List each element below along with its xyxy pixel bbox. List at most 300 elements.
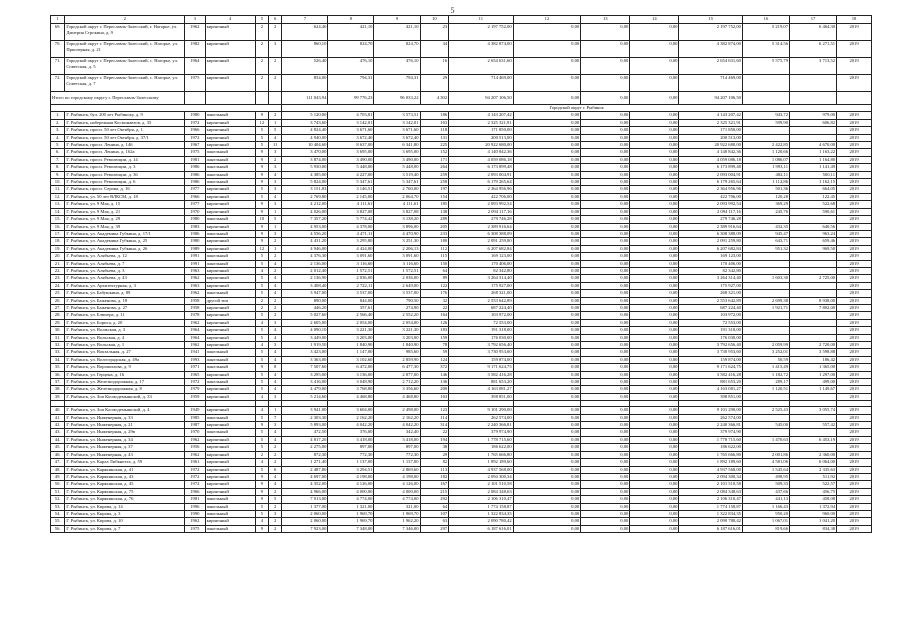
table-cell: 950,20 [742,510,789,517]
table-cell: 2 303,30 [282,414,328,421]
table-cell: Г. Рыбинск, ул. Вокзальная, д. 27 [65,349,185,356]
table-cell: 176 030,00 [449,334,513,341]
table-cell: 123 [420,407,449,414]
table-cell: 200 [420,386,449,393]
table-cell: 0,00 [513,327,581,334]
table-cell: 1962 [185,24,205,41]
table-cell: 51. [51,488,65,495]
table-cell: кирпичный [205,267,255,274]
table-row [51,481,872,488]
table-row [51,260,872,267]
table-cell: 31. [51,334,65,341]
table-cell: 78 [420,342,449,349]
table-cell: 1964 [185,58,205,75]
table-cell: 2 552,20 [374,312,420,319]
table-cell: 0,00 [630,275,679,282]
table-cell [742,134,789,141]
table-cell: 4 424,00 [328,245,374,252]
table-cell: 4 378,00 [328,223,374,230]
table-cell: 112 [420,245,449,252]
table-cell: 398 851,00 [679,393,742,400]
table-cell: 50,59 [742,356,789,363]
table-cell: 2 240 366,81 [449,422,513,429]
table-cell [742,444,789,451]
table-cell: 3 116,60 [328,260,374,267]
table-cell: 5 [269,496,282,503]
table-cell: 3 416,00 [282,379,328,386]
table-cell: 279 746,28 [449,216,513,223]
table-cell: 185 [420,201,449,208]
table-cell: 7 [269,414,282,421]
table-cell: 3 264 314,40 [449,275,513,282]
table-cell: 1986 [185,164,205,171]
table-cell: кирпичный [205,481,255,488]
table-cell: 0,00 [513,349,581,356]
table-cell: 22 [420,429,449,436]
table-cell: 0,00 [581,230,630,237]
table-cell: 0,00 [513,473,581,480]
table-cell: 4 [269,429,282,436]
table-cell: кирпичный [205,24,255,41]
table-cell: 2 064,70 [374,193,420,200]
table-row [51,156,872,163]
table-cell: 6 [269,466,282,473]
table-cell: 9 [255,171,268,178]
table-cell: 2 654 631,60 [679,58,742,75]
table-cell: 2019 [837,496,872,503]
table-cell: 1 765 666,80 [679,451,742,458]
table-cell: 114 [420,414,449,421]
table-cell: 48. [51,466,65,473]
table-cell: 0,00 [581,518,630,525]
table-cell: 0,00 [513,481,581,488]
table-cell: 4 [269,481,282,488]
column-number-cell: 4 [205,16,255,24]
table-cell: 5 [255,510,268,517]
table-cell: 1972 [185,119,205,126]
table-cell: 120,28 [742,193,789,200]
table-cell: 0,00 [513,208,581,215]
column-number-cell: 16 [742,16,789,24]
table-cell: 0,00 [581,41,630,58]
table-cell: 27. [51,304,65,311]
table-cell: 197 [420,186,449,193]
table-cell: 0,00 [513,134,581,141]
table-cell: Г. Рыбинск, ул. 9 Мая, д. 15 [65,201,185,208]
table-cell: 38. [51,386,65,393]
table-cell: 5 [255,349,268,356]
table-cell: 0,00 [581,525,630,532]
table-cell: 44. [51,436,65,443]
table-cell: 3 768,80 [328,386,374,393]
table-cell: 0,00 [513,223,581,230]
table-cell: 398 851,00 [449,393,513,400]
table-cell: 4 143 207,42 [449,112,513,119]
table-cell: 2 553 642,89 [449,297,513,304]
table-cell: 52. [51,496,65,503]
table-cell: 0,00 [630,297,679,304]
table-row [51,327,872,334]
subtotal-label: Итого по городскому округу г. Переславль-Залесскому [51,92,185,105]
table-cell: 2 036,00 [374,275,420,282]
table-cell: 262 574,00 [449,414,513,421]
table-cell [742,253,789,260]
table-cell: 5 448,00 [328,164,374,171]
column-number-cell: 11 [449,16,513,24]
table-row [51,245,872,252]
table-cell: 0,00 [630,444,679,451]
table-cell: 1956 [185,444,205,451]
table-cell: Г. Рыбинск, ул. Железнодорожная, д. 17 [65,379,185,386]
table-cell: 4 [255,393,268,400]
table-cell: 9 101 290,00 [449,407,513,414]
table-cell: 1987 [185,422,205,429]
table-cell: 171 850,00 [449,127,513,134]
table-cell: 5 [255,379,268,386]
table-cell: 4 468,80 [374,393,420,400]
table-cell: Г. Рыбинск, ул. Инженерная, д. 33 [65,414,185,421]
table-cell: 643,71 [742,238,789,245]
table-cell: панельный [205,171,255,178]
table-cell: 9 [255,422,268,429]
table-cell: 6 308 388,09 [679,230,742,237]
table-cell: 1958 [185,304,205,311]
table-cell: 2 [255,58,268,75]
table-cell: 2 389 916,64 [679,223,742,230]
table-cell: 2 091 259,80 [449,238,513,245]
table-cell: 0,00 [630,327,679,334]
table-cell: 5 [255,312,268,319]
table-cell: 2019 [837,223,872,230]
table-cell: 5 [255,275,268,282]
table-cell: 245,76 [742,208,789,215]
table-cell: 1 603,30 [742,275,789,282]
table-cell: 2 [269,525,282,532]
table-cell: 2 722,11 [328,282,374,289]
table-cell: 171 [420,156,449,163]
table-cell: 292 [420,496,449,503]
table-cell: 4 140 842,36 [679,149,742,156]
table-cell: 2019 [837,267,872,274]
table-cell: 3 [269,41,282,58]
table-cell: 1962 [185,451,205,458]
table-cell: 4 042,20 [328,422,374,429]
table-cell: 0,00 [581,510,630,517]
table-cell: 2 093 992,54 [679,201,742,208]
table-cell: 522,57 [790,481,837,488]
table-cell: 714 469,00 [679,75,742,92]
table-cell: 0,00 [581,149,630,156]
table-cell: 4 042,20 [374,422,420,429]
table-cell [790,327,837,334]
table-cell: 2 [269,253,282,260]
table-cell: 2 [269,459,282,466]
table-cell: 881 653,20 [679,379,742,386]
table-cell: Г. Рыбинск, ул. Бориса, д. 20 [65,319,185,326]
table-cell: 2 760,00 [374,186,420,193]
table-cell: 0,00 [581,459,630,466]
table-cell [742,334,789,341]
table-cell: 4 000,00 [374,488,420,495]
table-cell: 1 137,00 [374,459,420,466]
table-cell: 3 356,60 [374,386,420,393]
table-cell: 3 146,51 [328,186,374,193]
subtotal-cell [269,92,282,105]
table-cell: 1949 [185,407,205,414]
table-cell: Г. Рыбинск, ул. Алябьева, д. 7 [65,260,185,267]
table-cell: панельный [205,364,255,371]
table-cell: 790,50 [374,297,420,304]
table-cell: 1985 [185,414,205,421]
table-cell: 0,00 [581,253,630,260]
table-cell: 1 120,66 [742,149,789,156]
table-cell: 2 106 310,47 [679,496,742,503]
table-cell: 169 123,00 [679,253,742,260]
table-cell: 1 840,90 [328,342,374,349]
table-cell: 1986 [185,230,205,237]
table-cell [790,75,837,92]
subtotal-cell: 96 033,22 [374,92,420,105]
table-cell: панельный [205,230,255,237]
table-cell: 2 240 366,81 [679,422,742,429]
table-cell: 49. [51,473,65,480]
table-cell: панельный [205,156,255,163]
section-title: Городской округ г. Рыбинск [282,105,872,112]
table-cell: 498,95 [742,473,789,480]
table-cell: 9 [255,473,268,480]
table-cell: 5 120,00 [282,112,328,119]
table-cell: 2 036,00 [328,275,374,282]
table-cell: 36. [51,371,65,378]
table-cell: другой тип [205,297,255,304]
table-cell: 4 026,00 [282,208,328,215]
table-cell: 0,00 [581,267,630,274]
table-cell: 0,00 [630,75,679,92]
table-row [51,503,872,510]
table-cell: 107 [420,510,449,517]
table-cell: 606,82 [790,119,837,126]
table-row [51,386,872,393]
table-cell: 2 094 117,16 [449,208,513,215]
column-number-cell: 8 [328,16,374,24]
subtotal-cell [837,92,872,105]
table-cell: 2 [269,312,282,319]
table-cell: 640,56 [790,223,837,230]
table-cell: 5 575,79 [742,58,789,75]
table-cell: 4 385,00 [282,171,328,178]
table-cell: Г. Рыбинск, ул. Кирова, д. 14 [65,503,185,510]
table-cell: 9 [255,238,268,245]
table-cell: 2019 [837,379,872,386]
table-cell: кирпичный [205,208,255,215]
table-cell: 0,00 [630,342,679,349]
table-cell: 0,00 [581,238,630,245]
table-cell: 0,00 [630,319,679,326]
table-cell: 5 219,07 [742,24,789,41]
table-cell: 4 198,00 [374,473,420,480]
table-cell: 2 162,20 [328,414,374,421]
table-cell: 0,00 [630,267,679,274]
table-cell: 22. [51,267,65,274]
table-cell: 0,00 [513,319,581,326]
table-cell: панельный [205,414,255,421]
table-cell: 0,00 [513,444,581,451]
table-cell: панельный [205,525,255,532]
table-cell: 890,00 [282,297,328,304]
table-cell: 522,68 [790,201,837,208]
column-number-cell: 12 [513,16,581,24]
table-cell: 0,00 [513,304,581,311]
table-cell: 2 093 004,91 [679,171,742,178]
table-cell: 0,00 [581,371,630,378]
table-cell: 2 422,85 [742,142,789,149]
table-cell: 17. [51,230,65,237]
table-cell: 3. [51,127,65,134]
table-cell: кирпичный [205,238,255,245]
table-cell: 314 [420,422,449,429]
table-cell: 1989 [185,245,205,252]
table-cell: 1 572,51 [328,267,374,274]
table-cell: 2019 [837,201,872,208]
table-cell: 5 774,42 [328,216,374,223]
table-cell: 2019 [837,119,872,126]
table-cell: 1 919,50 [282,342,328,349]
table-cell: 2 059,99 [742,342,789,349]
table-cell [790,267,837,274]
table-cell: 1 162,15 [790,179,837,186]
table-cell: 3 582 416,28 [449,371,513,378]
table-cell: 21. [51,260,65,267]
table-cell: 1991 [185,260,205,267]
table-cell: 2 145,00 [328,193,374,200]
table-cell: 834,00 [282,75,328,92]
table-cell: 2019 [837,518,872,525]
table-cell: 446,20 [282,304,328,311]
table-cell: 4 940,00 [282,134,328,141]
table-cell: 9 [255,201,268,208]
table-cell: 167 [420,481,449,488]
table-cell: кирпичный [205,319,255,326]
table-cell: 3 116,60 [374,260,420,267]
table-cell: 3 221,30 [328,327,374,334]
table-cell [790,134,837,141]
table-cell: панельный [205,356,255,363]
table-cell: 4 [269,356,282,363]
table-cell: 1 969,70 [328,510,374,517]
table-cell: 0,00 [513,364,581,371]
table-cell: 0,00 [581,466,630,473]
table-cell: кирпичный [205,327,255,334]
table-cell: 4. [51,134,65,141]
table-cell: 9 101 290,00 [679,407,742,414]
table-cell: 0,00 [630,422,679,429]
table-cell: 0,00 [581,422,630,429]
table-cell: 1967 [185,142,205,149]
table-cell: 0,00 [581,193,630,200]
table-cell: 2019 [837,451,872,458]
table-cell: 0,00 [581,319,630,326]
table-cell: 4 059 086,18 [679,156,742,163]
table-cell: 3 [269,422,282,429]
table-cell: 4 163 081,27 [679,386,742,393]
table-cell: 0,00 [513,127,581,134]
table-cell: 264 [420,164,449,171]
table-cell: Г. Рыбинск, ул. Бабушкина, д. 89 [65,290,185,297]
table-cell: 5 [255,429,268,436]
table-cell: 2019 [837,473,872,480]
table-cell: Городской округ г. Переславль-Залесский, с. Нагорье, ул. Приозерная, д. 21 [65,41,185,58]
table-cell: 3 142,01 [374,119,420,126]
table-cell: 421,10 [328,24,374,41]
table-cell: 4 431,20 [282,238,328,245]
table-cell: 2 [269,451,282,458]
table-cell: 714 469,00 [449,75,513,92]
table-cell: 3 102,60 [328,356,374,363]
table-cell: 1959 [185,393,205,400]
table-cell: Г. Рыбинск, ул. Кирова, д. 7 [65,525,185,532]
table-cell: 3 [269,393,282,400]
table-cell: 4 946,00 [282,245,328,252]
table-cell: 3 203,00 [374,334,420,341]
table-cell: 2019 [837,164,872,171]
table-cell: 0,00 [513,75,581,92]
table-row [51,304,872,311]
table-cell: 2019 [837,444,872,451]
table-cell: 0,00 [513,216,581,223]
table-cell: 225 [420,142,449,149]
table-cell: 0,00 [513,356,581,363]
table-cell: 1970 [185,429,205,436]
table-cell: 1 086,07 [742,156,789,163]
table-cell: 2 001,86 [742,451,789,458]
table-cell: 0,00 [630,41,679,58]
table-cell: 0,00 [630,407,679,414]
table-cell: 3 418,00 [328,436,374,443]
table-cell: 0,00 [513,142,581,149]
subtotal-row [51,92,872,105]
table-cell: 136 [420,379,449,386]
table-cell: 118 [420,127,449,134]
table-cell: 794,31 [374,75,420,92]
table-cell: 0,00 [513,496,581,503]
table-cell: 3 671,60 [328,127,374,134]
table-cell: 3 519,40 [374,171,420,178]
table-cell: 1 993,11 [742,164,789,171]
table-cell: 25. [51,290,65,297]
table-cell: 0,00 [630,112,679,119]
table-row [51,356,872,363]
table-cell: Г. Рыбинск, ул. Инженерная, д. 21 [65,422,185,429]
table-cell: 23 [420,24,449,41]
table-cell: 1962 [185,342,205,349]
table-cell: кирпичный [205,312,255,319]
table-cell: 1978 [185,312,205,319]
table-row [51,334,872,341]
table-cell: 0,00 [513,386,581,393]
table-cell: 0,00 [630,304,679,311]
table-cell: 1972 [185,134,205,141]
table-cell: 37. [51,379,65,386]
table-cell: 9 [255,481,268,488]
table-cell: 2 136,00 [282,260,328,267]
table-cell: 897,00 [328,444,374,451]
table-cell: 2019 [837,327,872,334]
table-row [51,179,872,186]
table-cell: 4 212,00 [282,201,328,208]
table-cell: 35. [51,364,65,371]
table-cell: 2019 [837,422,872,429]
table-cell: 1981 [185,496,205,503]
